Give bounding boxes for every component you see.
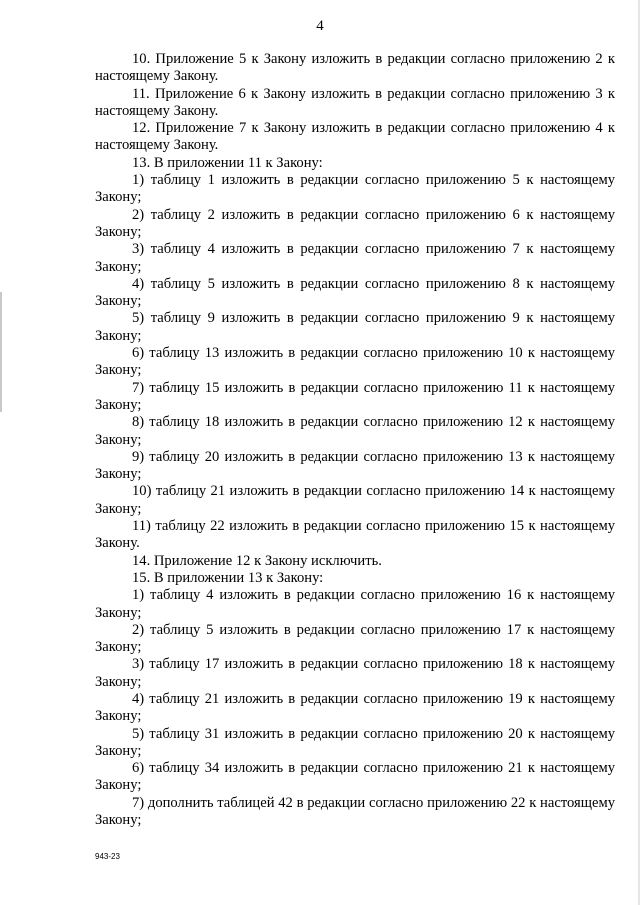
paragraph: 2) таблицу 2 изложить в редакции согласно приложению 6 к настоящему Закону; (95, 206, 615, 240)
paragraph: 2) таблицу 5 изложить в редакции согласно приложению 17 к настоящему Закону; (95, 621, 615, 656)
paragraph: 6) таблицу 34 изложить в редакции согласно приложению 21 к настоящему Закону; (95, 760, 615, 794)
paragraph: 7) дополнить таблицей 42 в редакции согласно приложению 22 к настоящему Закону; (95, 794, 615, 829)
paragraph: 3) таблицу 17 изложить в редакции согласно приложению 18 к настоящему Закону; (95, 656, 615, 690)
paragraph: 10. Приложение 5 к Закону изложить в редакции согласно приложению 2 к настоящему Закону. (95, 51, 615, 85)
paragraph: 7) таблицу 15 изложить в редакции согласно приложению 11 к настоящему Закону; (95, 379, 615, 413)
paragraph: 1) таблицу 1 изложить в редакции согласно приложению 5 к настоящему Закону; (95, 172, 615, 206)
paragraph: 6) таблицу 13 изложить в редакции согласно приложению 10 к настоящему Закону; (95, 345, 615, 379)
paragraph: 3) таблицу 4 изложить в редакции согласно приложению 7 к настоящему Закону; (95, 241, 615, 275)
paragraph: 14. Приложение 12 к Закону исключить. (132, 552, 382, 569)
paragraph: 8) таблицу 18 изложить в редакции согласно приложению 12 к настоящему Закону; (95, 414, 615, 448)
paragraph: 12. Приложение 7 к Закону изложить в редакции согласно приложению 4 к настоящему Закону. (95, 120, 615, 154)
paragraph: 11) таблицу 22 изложить в редакции согласно приложению 15 к настоящему Закону. (95, 518, 615, 552)
paragraph: 5) таблицу 9 изложить в редакции согласно приложению 9 к настоящему Закону; (95, 310, 615, 344)
paragraph: 10) таблицу 21 изложить в редакции согласно приложению 14 к настоящему Закону; (95, 483, 615, 517)
paragraph: 4) таблицу 5 изложить в редакции согласно приложению 8 к настоящему Закону; (95, 275, 615, 310)
document-body (95, 51, 615, 829)
paragraph: 9) таблицу 20 изложить в редакции согласно приложению 13 к настоящему Закону; (95, 448, 615, 483)
paragraph: 1) таблицу 4 изложить в редакции согласно приложению 16 к настоящему Закону; (95, 587, 615, 621)
paragraph: 5) таблицу 31 изложить в редакции согласно приложению 20 к настоящему Закону; (95, 725, 615, 759)
paragraph: 4) таблицу 21 изложить в редакции согласно приложению 19 к настоящему Закону; (95, 690, 615, 725)
page-number: 4 (316, 18, 324, 34)
paragraph: 11. Приложение 6 к Закону изложить в редакции согласно приложению 3 к настоящему Закону. (95, 85, 615, 119)
scan-edge-mark-left (0, 292, 2, 412)
paragraph: 15. В приложении 13 к Закону: (132, 569, 324, 586)
document-code: 943-23 (95, 852, 120, 861)
paragraph: 13. В приложении 11 к Закону: (132, 154, 323, 171)
